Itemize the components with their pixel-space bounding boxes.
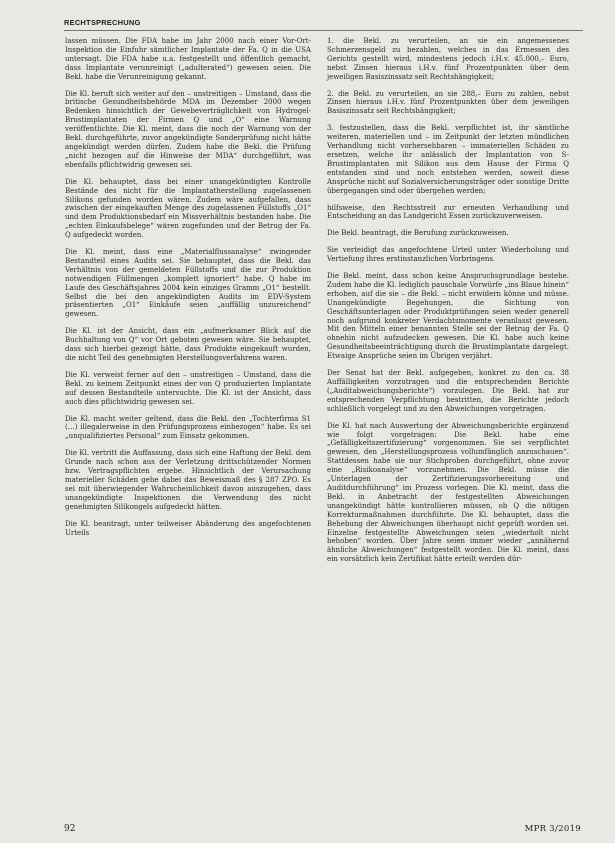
paragraph: Die Kl. meint, dass eine „Materialflussanalyse“ zwingender Bestandteil eines Audits sei. Sie behauptet, dass die Bekl. das Verhältnis von der gemeldeten Füllstoffs und die zur Produktion notwendigen Füllmengen „komplett ignoriert“ habe. Q habe im Laufe des Geschäftsjahres 2004 kein einziges Gramm „O1“ bestellt. Selbst die bei den angekündigten Audits im EDV-System präsentierten „O1“ Einkäufe seien „auffällig unzureichend“ gewesen. [65,248,311,319]
paragraph: 3. festzustellen, dass die Bekl. verpflichtet ist, ihr sämtliche weiteren, materiellen und – im Zeitpunkt der letzten mündlichen Verhandlung nicht vorhersehbaren – immateriellen Schäden zu ersetzen, welche ihr anlässlich der Implantation von S-Brustimplantaten mit Silikon aus dem Hause der Firma Q entstanden sind und noch entstehen werden, soweit diese Ansprüche nicht auf Sozialversicherungsträger oder sonstige Dritte übergegangen sind oder übergehen werden; [327,124,569,195]
paragraph: Die Kl. beruft sich weiter auf den – unstreitigen – Umstand, dass die britische Gesundheitsbehörde MDA im Dezember 2000 wegen Bedenken hinsichtlich der Gewebeverträglichkeit von Hydrogel-Brustimplantaten der Firmen Q und „O“ eine Warnung veröffentlichte. Die Kl. meint, dass die noch der Warnung von der Bekl. durchgeführte, zuvor angekündigte Sonderprüfung nicht hätte angekündigt werden dürfen. Zudem habe die Bekl. die Prüfung „nicht bezogen auf die Hinweise der MDA“ durchgeführt, was ebenfalls pflichtwidrig gewesen sei. [65,89,311,169]
paragraph: hilfsweise, den Rechtsstreit zur erneuten Verhandlung und Entscheidung an das Landgericht Essen zurückzuverweisen. [327,203,569,221]
paragraph: Die Kl. behauptet, dass bei einer unangekündigten Kontrolle Bestände des nicht für die Implantatherstellung zugelassenen Silikons gefunden worden wären. Zudem wäre aufgefallen, dass zwischen der eingekauften Menge des zugelassenen Füllstoffs „O1“ und dem Produktionsbedarf ein Missverhältnis bestanden habe. Die „echten Einkaufsbelege“ wären zugefunden und der Betrug der Fa. Q aufgedeckt worden. [65,177,311,240]
paragraph: Der Senat hat der Bekl. aufgegeben, konkret zu den ca. 38 Auffälligkeiten vorzutragen und die entsprechenden Berichte („Auditabweichungsberichte“) vorzulegen. Die Bekl. hat zur entsprechenden Verpflichtung bestritten, die Berichte jedoch schließlich vorgelegt und zu den Abweichungen vorgetragen. [327,369,569,413]
paragraph: Die Kl. beantragt, unter teilweiser Abänderung des angefochtenen Urteils [65,519,311,537]
paragraph: Die Kl. macht weiter geltend, dass die Bekl. den „Tochterfirma S1 (…) illegalerweise in den Prüfungsprozess einbezogen“ habe. Es sei „unqualifiziertes Personal“ zum Einsatz gekommen. [65,414,311,441]
page-number: 92 [64,824,76,834]
paragraph: 1. die Bekl. zu verurteilen, an sie ein angemessenes Schmerzensgeld zu bezahlen, welches in das Ermessen des Gerichts gestellt wird, mindestens jedoch i.H.v. 45.000,– Euro, nebst Zinsen hieraus i.H.v. fünf Prozentpunkten über dem jeweiligen Basiszinssatz seit Rechtshängigkeit; [327,37,569,81]
right-column [327,37,569,572]
left-column [65,37,311,545]
paragraph: lassen müssen. Die FDA habe im Jahr 2000 nach einer Vor-Ort-Inspektion die Einfuhr sämtlicher Implantate der Fa. Q in die USA untersagt. Die FDA habe u.a. festgestellt und öffentlich gemacht, dass Implantate verunreinigt („adulterated“) gewesen seien. Die Bekl. habe die Verunreinigung gekannt. [65,37,311,81]
paragraph: Die Kl. ist der Ansicht, dass ein „aufmerksamer Blick auf die Buchhaltung von Q“ vor Ort geboten gewesen wäre. Sie behauptet, dass sich hierbei gezeigt hätte, dass Produkte eingekauft wurden, die nicht Teil des genehmigten Herstellungsverfahrens waren. [65,327,311,362]
paragraph: Die Bekl. meint, dass schon keine Anspruchsgrundlage bestehe. Zudem habe die Kl. lediglich pauschale Vorwürfe „ins Blaue hinein“ erhoben, auf die sie – die Bekl. – nicht erwidern könne und müsse. Unangekündigte Begehungen, die Sichtung von Geschäftsunterlagen oder Produktprüfungen seien weder generell noch aufgrund konkreter Verdachtsmomente veranlasst gewesen. Mit den Mitteln einer benannten Stelle sei der Betrug der Fa. Q ohnehin nicht aufzudecken gewesen. Die Kl. habe auch keine Gesundheitsbeeinträchtigung durch die Brustimplantate dargelegt. Etwaige Ansprüche seien im Übrigen verjährt. [327,272,569,361]
paragraph: Die Kl. verweist ferner auf den – unstreitigen – Umstand, dass die Bekl. zu keinem Zeitpunkt eines der von Q produzierten Implantate auf dessen Bestandteile untersuchte. Die Kl. ist der Ansicht, dass auch dies pflichtwidrig gewesen sei. [65,370,311,406]
paragraph: Die Kl. vertritt die Auffassung, dass sich eine Haftung der Bekl. dem Grunde nach schon aus der Verletzung drittschützender Normen bzw. Vertragspflichten ergebe. Hinsichtlich der Verursachung materieller Schäden gehe dabei das Beweismaß des § 287 ZPO. Es sei mit überwiegender Wahrscheinlichkeit davon auszugehen, dass unangekündigte Inspektionen die Verwendung des nicht genehmigten Silikongels aufgedeckt hätten. [65,449,311,511]
paragraph: Die Kl. hat nach Auswertung der Abweichungsberichte ergänzend wie folgt vorgetragen: Die Bekl. habe eine „Gefälligkeitszertifizierung“ vorgenommen. Sie sei verpflichtet gewesen, den „Herstellungsprozess vollumfänglich anzuschauen“. Stattdessen habe sie nur Stichproben durchgeführt, ohne zuvor eine „Risikoanalyse“ vorzunehmen. Die Bekl. müsse die „Unterlagen der Zertifizierungsvorbereitung und Auditdurchführung“ im Prozess vorlegen. Die Kl. meint, dass die Bekl. in Anbetracht der festgestellten Abweichungen unangekündigt hätte kontrollieren müssen, ob Q die nötigen Korrekturmaßnahmen durchführte. Die Kl. behauptet, dass die Behebung der Abweichungen überhaupt nicht geprüft worden sei. Einzelne festgestellte Abweichungen seien „wiederholt nicht behoben“ worden. Über Jahre seien immer wieder „annähernd ähnliche Abweichungen“ festgestellt worden. Die Kl. meint, dass ein vorsätzlich kein Zertifikat hätte erteilt werden dür- [327,421,569,564]
section-header: RECHTSPRECHUNG [64,18,141,27]
journal-issue: MPR 3/2019 [524,824,581,834]
paragraph: 2. die Bekl. zu verurteilen, an sie 288,– Euro zu zahlen, nebst Zinsen hieraus i.H.v. fünf Prozentpunkten über dem jeweiligen Basiszinssatz seit Rechtshängigkeit; [327,89,569,116]
header-divider [64,30,583,31]
paragraph: Sie verteidigt das angefochtene Urteil unter Wiederholung und Vertiefung ihres erstinstanzlichen Vorbringens. [327,246,569,264]
paragraph: Die Bekl. beantragt, die Berufung zurückzuweisen. [327,229,509,238]
